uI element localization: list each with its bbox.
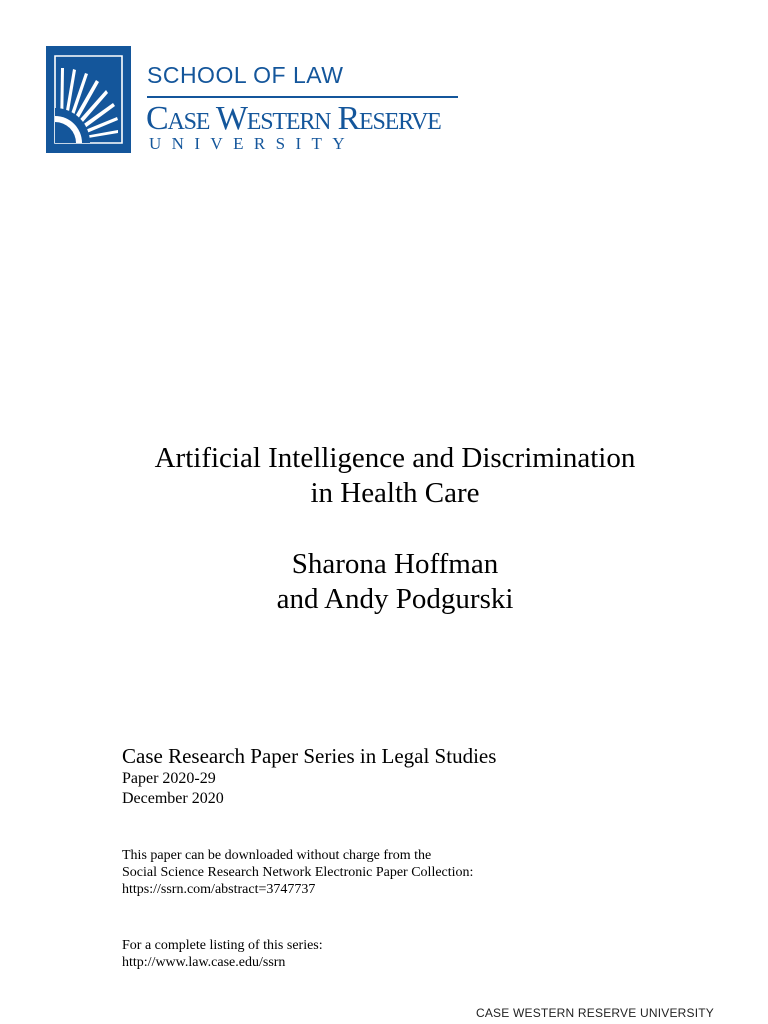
ssrn-abstract-link[interactable]: https://ssrn.com/abstract=3747737	[122, 882, 316, 897]
logo-divider	[147, 96, 458, 98]
paper-number: Paper 2020-29	[122, 770, 216, 787]
series-name: Case Research Paper Series in Legal Studies	[122, 744, 497, 768]
paper-title-line-2: in Health Care	[310, 477, 480, 509]
download-notice	[122, 847, 682, 898]
author-line-1: Sharona Hoffman	[291, 548, 499, 580]
listing-text: For a complete listing of this series:	[122, 938, 323, 953]
author-line-2: and Andy Podgurski	[276, 583, 514, 615]
sunburst-emblem-icon	[46, 46, 131, 153]
paper-title-block	[0, 441, 768, 617]
series-listing	[122, 937, 682, 971]
paper-title-line-1: Artificial Intelligence and Discrimination	[154, 442, 636, 474]
download-text-line-1: This paper can be downloaded without charge from the	[122, 848, 432, 863]
download-text-line-2: Social Science Research Network Electronic Paper Collection:	[122, 865, 474, 880]
university-label: UNIVERSITY	[149, 134, 355, 153]
university-name: Case Western Reserve	[146, 100, 441, 137]
paper-authors	[0, 547, 768, 617]
series-info	[122, 743, 682, 809]
paper-date: December 2020	[122, 790, 224, 807]
school-of-law-label: SCHOOL OF LAW	[147, 62, 344, 88]
university-logo	[46, 46, 466, 156]
page-footer: CASE WESTERN RESERVE UNIVERSITY	[475, 1006, 714, 1020]
series-listing-link[interactable]: http://www.law.case.edu/ssrn	[122, 955, 286, 970]
